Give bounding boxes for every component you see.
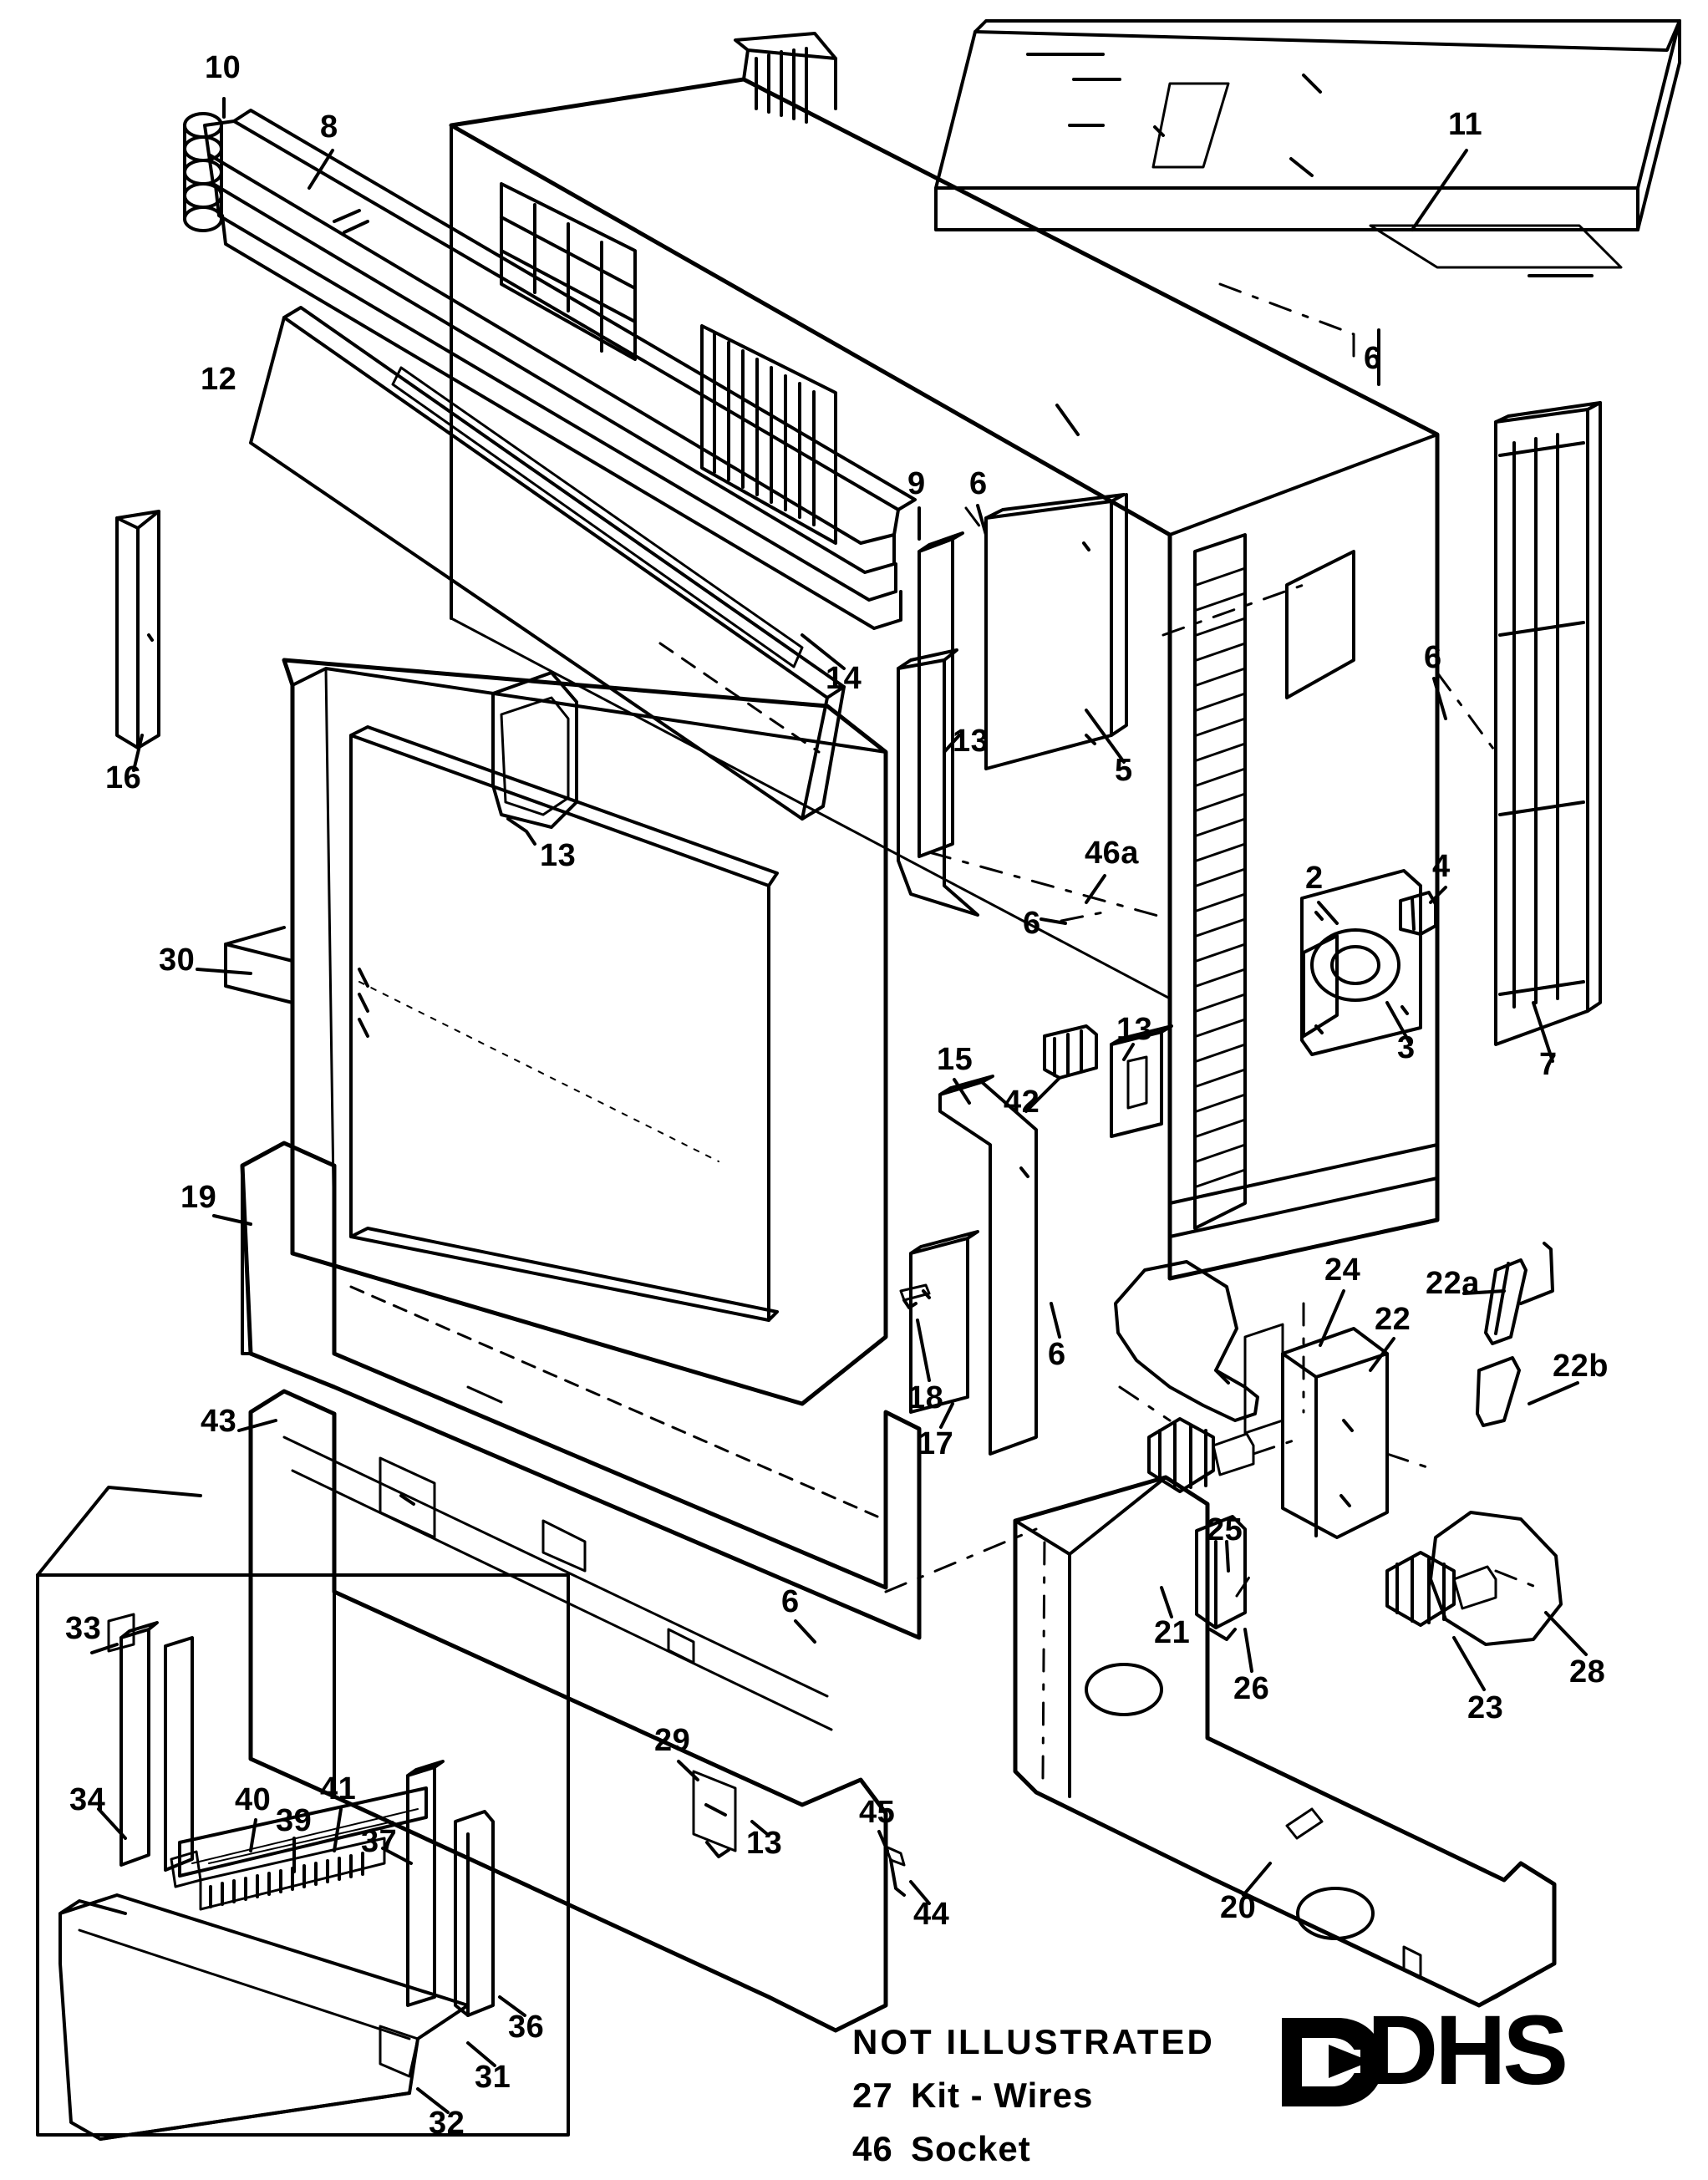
callout-10: 10 <box>205 50 241 85</box>
callout-14: 14 <box>826 661 862 696</box>
callout-40: 40 <box>235 1782 272 1817</box>
callout-45: 45 <box>859 1795 896 1830</box>
callout-46a: 46a <box>1085 836 1139 871</box>
not-illustrated-item-27 <box>852 2076 1215 2116</box>
callout-6-e: 6 <box>1048 1337 1066 1372</box>
part-bracket-29 <box>694 1771 735 1857</box>
callout-13-d: 13 <box>746 1826 783 1861</box>
callout-32: 32 <box>429 2106 465 2141</box>
callout-33: 33 <box>65 1611 102 1646</box>
callout-6-d: 6 <box>1023 906 1041 941</box>
callout-26: 26 <box>1233 1671 1270 1706</box>
callout-4: 4 <box>1432 849 1451 884</box>
part-shield-15 <box>940 1076 1036 1454</box>
item-27-number: 27 <box>852 2076 893 2115</box>
callout-34: 34 <box>69 1782 106 1817</box>
part-cabinet-base <box>1170 1145 1437 1278</box>
callout-6-a: 6 <box>1364 341 1382 376</box>
not-illustrated-title: NOT ILLUSTRATED <box>852 2022 1215 2061</box>
part-socket-23 <box>1387 1552 1496 1625</box>
callout-5: 5 <box>1115 753 1133 788</box>
part-side-trim-16 <box>117 511 159 748</box>
callout-39: 39 <box>276 1803 313 1838</box>
part-cabinet-vent-grille <box>1195 535 1245 1228</box>
item-46-number: 46 <box>852 2129 893 2168</box>
part-bracket-22 <box>1245 1324 1387 1537</box>
callout-24: 24 <box>1324 1253 1361 1288</box>
part-bulb-24 <box>1116 1262 1258 1420</box>
part-bracket-5 <box>986 495 1126 769</box>
callout-13-a: 13 <box>953 724 989 759</box>
item-46-label: Socket <box>911 2129 1031 2168</box>
callout-36: 36 <box>508 2010 545 2045</box>
part-firebox-30 <box>226 660 886 1404</box>
callout-22b: 22b <box>1553 1349 1609 1384</box>
part-rail-right-11b <box>1153 84 1621 267</box>
callout-37: 37 <box>361 1824 398 1859</box>
callout-25: 25 <box>1207 1512 1243 1547</box>
callout-21: 21 <box>1154 1615 1191 1650</box>
callout-42: 42 <box>1004 1085 1040 1120</box>
callout-6-c: 6 <box>1424 640 1442 675</box>
callout-13-c: 13 <box>1116 1012 1153 1047</box>
callout-2: 2 <box>1305 861 1324 896</box>
callout-28: 28 <box>1569 1654 1606 1690</box>
part-screw-44-45 <box>886 1847 904 1895</box>
part-screw-18 <box>901 1285 929 1308</box>
callout-20: 20 <box>1220 1890 1257 1925</box>
callout-6-f: 6 <box>781 1584 800 1619</box>
part-motor-assembly-2-3-4 <box>1302 871 1436 1054</box>
part-liner-13a <box>919 533 963 856</box>
dhs-logo <box>1277 1995 1628 2110</box>
callout-7: 7 <box>1539 1047 1558 1082</box>
dhs-logo-text: DHS <box>1367 1995 1566 2106</box>
callout-31: 31 <box>475 2060 511 2095</box>
callout-6-b: 6 <box>969 466 988 501</box>
callout-9: 9 <box>907 466 926 501</box>
not-illustrated-item-46 <box>852 2129 1215 2169</box>
callout-15: 15 <box>937 1042 973 1077</box>
callout-43: 43 <box>201 1404 237 1439</box>
callout-18: 18 <box>907 1380 944 1415</box>
callout-13-b: 13 <box>540 838 577 873</box>
part-socket-25 <box>1149 1419 1253 1491</box>
callout-41: 41 <box>320 1771 357 1807</box>
not-illustrated-note <box>852 2022 1215 2169</box>
item-27-label: Kit - Wires <box>911 2076 1094 2115</box>
part-side-grille-7 <box>1496 403 1600 1044</box>
callout-11: 11 <box>1448 107 1483 142</box>
callout-29: 29 <box>654 1723 691 1758</box>
part-capacitor-42 <box>1045 1026 1096 1078</box>
part-top-cover-11 <box>919 21 1680 316</box>
callout-22: 22 <box>1375 1302 1411 1337</box>
callout-12: 12 <box>201 362 237 397</box>
part-bushings-10 <box>185 114 221 231</box>
callout-3: 3 <box>1397 1030 1416 1065</box>
callout-30: 30 <box>159 943 196 978</box>
callout-17: 17 <box>918 1426 954 1461</box>
callout-23: 23 <box>1467 1690 1504 1725</box>
callout-16: 16 <box>105 760 142 795</box>
part-base-pan-20 <box>1015 1477 1554 2005</box>
callout-19: 19 <box>180 1180 217 1215</box>
callout-44: 44 <box>913 1897 950 1932</box>
callout-8: 8 <box>320 109 338 145</box>
part-37-36-panels <box>408 1761 493 2015</box>
callout-22a: 22a <box>1426 1266 1480 1301</box>
